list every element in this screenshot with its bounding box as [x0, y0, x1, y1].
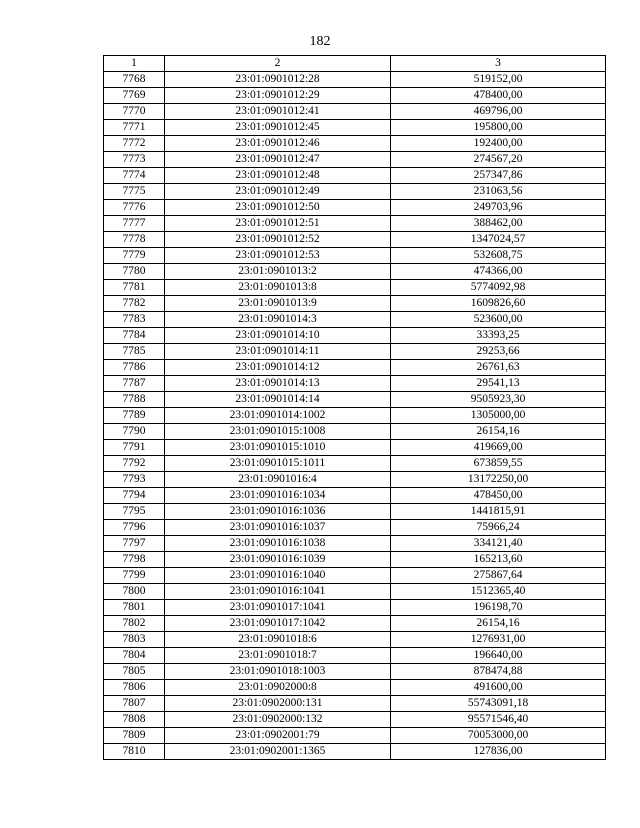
cadastral-number-cell: 23:01:0901013:9 [165, 296, 391, 312]
cadastral-number-cell: 23:01:0901013:2 [165, 264, 391, 280]
value-cell: 249703,96 [391, 200, 606, 216]
cadastral-number-cell: 23:01:0901013:8 [165, 280, 391, 296]
cadastral-number-cell: 23:01:0901012:46 [165, 136, 391, 152]
table-row [104, 456, 606, 472]
value-cell: 9505923,30 [391, 392, 606, 408]
row-number-cell: 7790 [104, 424, 165, 440]
value-cell: 13172250,00 [391, 472, 606, 488]
table-row [104, 104, 606, 120]
value-cell: 195800,00 [391, 120, 606, 136]
cadastral-number-cell: 23:01:0901015:1011 [165, 456, 391, 472]
row-number-cell: 7801 [104, 600, 165, 616]
table-row [104, 728, 606, 744]
table-row [104, 664, 606, 680]
value-cell: 334121,40 [391, 536, 606, 552]
table-row [104, 296, 606, 312]
row-number-cell: 7768 [104, 72, 165, 88]
value-cell: 469796,00 [391, 104, 606, 120]
row-number-cell: 7795 [104, 504, 165, 520]
table-row [104, 88, 606, 104]
table-row [104, 168, 606, 184]
table-row [104, 632, 606, 648]
value-cell: 673859,55 [391, 456, 606, 472]
table-row [104, 280, 606, 296]
column-header-2: 2 [165, 56, 391, 72]
cadastral-number-cell: 23:01:0901012:45 [165, 120, 391, 136]
value-cell: 26154,16 [391, 424, 606, 440]
row-number-cell: 7802 [104, 616, 165, 632]
row-number-cell: 7805 [104, 664, 165, 680]
table-row [104, 376, 606, 392]
cadastral-number-cell: 23:01:0901014:11 [165, 344, 391, 360]
row-number-cell: 7799 [104, 568, 165, 584]
row-number-cell: 7804 [104, 648, 165, 664]
table-row [104, 232, 606, 248]
row-number-cell: 7794 [104, 488, 165, 504]
table-row [104, 616, 606, 632]
row-number-cell: 7780 [104, 264, 165, 280]
table-row [104, 552, 606, 568]
value-cell: 419669,00 [391, 440, 606, 456]
table-row [104, 392, 606, 408]
value-cell: 26154,16 [391, 616, 606, 632]
cadastral-number-cell: 23:01:0901017:1041 [165, 600, 391, 616]
value-cell: 70053000,00 [391, 728, 606, 744]
value-cell: 519152,00 [391, 72, 606, 88]
cadastral-number-cell: 23:01:0902001:79 [165, 728, 391, 744]
table-row [104, 536, 606, 552]
cadastral-number-cell: 23:01:0901012:28 [165, 72, 391, 88]
value-cell: 127836,00 [391, 744, 606, 760]
row-number-cell: 7778 [104, 232, 165, 248]
cadastral-number-cell: 23:01:0901016:1034 [165, 488, 391, 504]
value-cell: 231063,56 [391, 184, 606, 200]
value-cell: 95571546,40 [391, 712, 606, 728]
row-number-cell: 7797 [104, 536, 165, 552]
row-number-cell: 7807 [104, 696, 165, 712]
row-number-cell: 7793 [104, 472, 165, 488]
row-number-cell: 7810 [104, 744, 165, 760]
table-row [104, 264, 606, 280]
cadastral-number-cell: 23:01:0901016:1037 [165, 520, 391, 536]
row-number-cell: 7777 [104, 216, 165, 232]
table-row [104, 152, 606, 168]
row-number-cell: 7773 [104, 152, 165, 168]
table-row [104, 360, 606, 376]
table-row [104, 488, 606, 504]
table-row [104, 440, 606, 456]
value-cell: 26761,63 [391, 360, 606, 376]
row-number-cell: 7798 [104, 552, 165, 568]
cadastral-number-cell: 23:01:0901018:6 [165, 632, 391, 648]
cadastral-number-cell: 23:01:0901016:4 [165, 472, 391, 488]
row-number-cell: 7788 [104, 392, 165, 408]
table-row [104, 216, 606, 232]
column-header-1: 1 [104, 56, 165, 72]
table-body [104, 72, 606, 760]
value-cell: 388462,00 [391, 216, 606, 232]
cadastral-number-cell: 23:01:0901012:49 [165, 184, 391, 200]
table-row [104, 248, 606, 264]
cadastral-number-cell: 23:01:0901012:51 [165, 216, 391, 232]
row-number-cell: 7808 [104, 712, 165, 728]
cadastral-number-cell: 23:01:0901016:1041 [165, 584, 391, 600]
cadastral-number-cell: 23:01:0901018:7 [165, 648, 391, 664]
cadastral-number-cell: 23:01:0901015:1008 [165, 424, 391, 440]
value-cell: 1512365,40 [391, 584, 606, 600]
cadastral-number-cell: 23:01:0901014:14 [165, 392, 391, 408]
value-cell: 1347024,57 [391, 232, 606, 248]
value-cell: 1276931,00 [391, 632, 606, 648]
value-cell: 5774092,98 [391, 280, 606, 296]
row-number-cell: 7771 [104, 120, 165, 136]
row-number-cell: 7800 [104, 584, 165, 600]
table-row [104, 712, 606, 728]
table-row [104, 504, 606, 520]
row-number-cell: 7769 [104, 88, 165, 104]
table-row [104, 184, 606, 200]
cadastral-number-cell: 23:01:0901018:1003 [165, 664, 391, 680]
cadastral-number-cell: 23:01:0901016:1040 [165, 568, 391, 584]
row-number-cell: 7782 [104, 296, 165, 312]
value-cell: 196640,00 [391, 648, 606, 664]
value-cell: 878474,88 [391, 664, 606, 680]
cadastral-number-cell: 23:01:0901014:10 [165, 328, 391, 344]
cadastral-number-cell: 23:01:0901012:53 [165, 248, 391, 264]
table-row [104, 136, 606, 152]
value-cell: 75966,24 [391, 520, 606, 536]
row-number-cell: 7803 [104, 632, 165, 648]
table-header-row [104, 56, 606, 72]
value-cell: 192400,00 [391, 136, 606, 152]
row-number-cell: 7776 [104, 200, 165, 216]
value-cell: 478450,00 [391, 488, 606, 504]
column-header-3: 3 [391, 56, 606, 72]
row-number-cell: 7784 [104, 328, 165, 344]
cadastral-number-cell: 23:01:0901012:48 [165, 168, 391, 184]
value-cell: 474366,00 [391, 264, 606, 280]
cadastral-number-cell: 23:01:0901015:1010 [165, 440, 391, 456]
cadastral-number-cell: 23:01:0901012:50 [165, 200, 391, 216]
cadastral-number-cell: 23:01:0901014:1002 [165, 408, 391, 424]
row-number-cell: 7787 [104, 376, 165, 392]
value-cell: 29253,66 [391, 344, 606, 360]
row-number-cell: 7770 [104, 104, 165, 120]
row-number-cell: 7775 [104, 184, 165, 200]
value-cell: 1609826,60 [391, 296, 606, 312]
cadastral-number-cell: 23:01:0901012:47 [165, 152, 391, 168]
cadastral-number-cell: 23:01:0901012:29 [165, 88, 391, 104]
table-row [104, 200, 606, 216]
table-row [104, 648, 606, 664]
row-number-cell: 7783 [104, 312, 165, 328]
value-cell: 478400,00 [391, 88, 606, 104]
cadastral-number-cell: 23:01:0902000:132 [165, 712, 391, 728]
cadastral-number-cell: 23:01:0901016:1038 [165, 536, 391, 552]
cadastral-number-cell: 23:01:0901014:3 [165, 312, 391, 328]
row-number-cell: 7806 [104, 680, 165, 696]
row-number-cell: 7779 [104, 248, 165, 264]
table-row [104, 120, 606, 136]
cadastral-number-cell: 23:01:0901014:13 [165, 376, 391, 392]
value-cell: 491600,00 [391, 680, 606, 696]
row-number-cell: 7789 [104, 408, 165, 424]
value-cell: 257347,86 [391, 168, 606, 184]
row-number-cell: 7791 [104, 440, 165, 456]
cadastral-number-cell: 23:01:0902000:131 [165, 696, 391, 712]
cadastral-number-cell: 23:01:0901017:1042 [165, 616, 391, 632]
table-row [104, 680, 606, 696]
value-cell: 523600,00 [391, 312, 606, 328]
cadastral-number-cell: 23:01:0901016:1039 [165, 552, 391, 568]
cadastral-value-table [103, 55, 606, 760]
row-number-cell: 7781 [104, 280, 165, 296]
row-number-cell: 7796 [104, 520, 165, 536]
row-number-cell: 7774 [104, 168, 165, 184]
row-number-cell: 7785 [104, 344, 165, 360]
cadastral-number-cell: 23:01:0902001:1365 [165, 744, 391, 760]
cadastral-number-cell: 23:01:0902000:8 [165, 680, 391, 696]
cadastral-number-cell: 23:01:0901012:52 [165, 232, 391, 248]
cadastral-number-cell: 23:01:0901014:12 [165, 360, 391, 376]
cadastral-number-cell: 23:01:0901012:41 [165, 104, 391, 120]
row-number-cell: 7809 [104, 728, 165, 744]
value-cell: 55743091,18 [391, 696, 606, 712]
table-row [104, 472, 606, 488]
value-cell: 165213,60 [391, 552, 606, 568]
cadastral-number-cell: 23:01:0901016:1036 [165, 504, 391, 520]
value-cell: 33393,25 [391, 328, 606, 344]
value-cell: 29541,13 [391, 376, 606, 392]
row-number-cell: 7772 [104, 136, 165, 152]
table-row [104, 408, 606, 424]
value-cell: 274567,20 [391, 152, 606, 168]
row-number-cell: 7786 [104, 360, 165, 376]
table-row [104, 72, 606, 88]
table-row [104, 696, 606, 712]
value-cell: 532608,75 [391, 248, 606, 264]
page-number: 182 [309, 34, 331, 49]
table-row [104, 584, 606, 600]
value-cell: 1441815,91 [391, 504, 606, 520]
table-row [104, 344, 606, 360]
row-number-cell: 7792 [104, 456, 165, 472]
table-row [104, 312, 606, 328]
table-row [104, 568, 606, 584]
table-row [104, 424, 606, 440]
value-cell: 1305000,00 [391, 408, 606, 424]
table-row [104, 520, 606, 536]
value-cell: 275867,64 [391, 568, 606, 584]
table-row [104, 600, 606, 616]
table-row [104, 328, 606, 344]
value-cell: 196198,70 [391, 600, 606, 616]
table-row [104, 744, 606, 760]
